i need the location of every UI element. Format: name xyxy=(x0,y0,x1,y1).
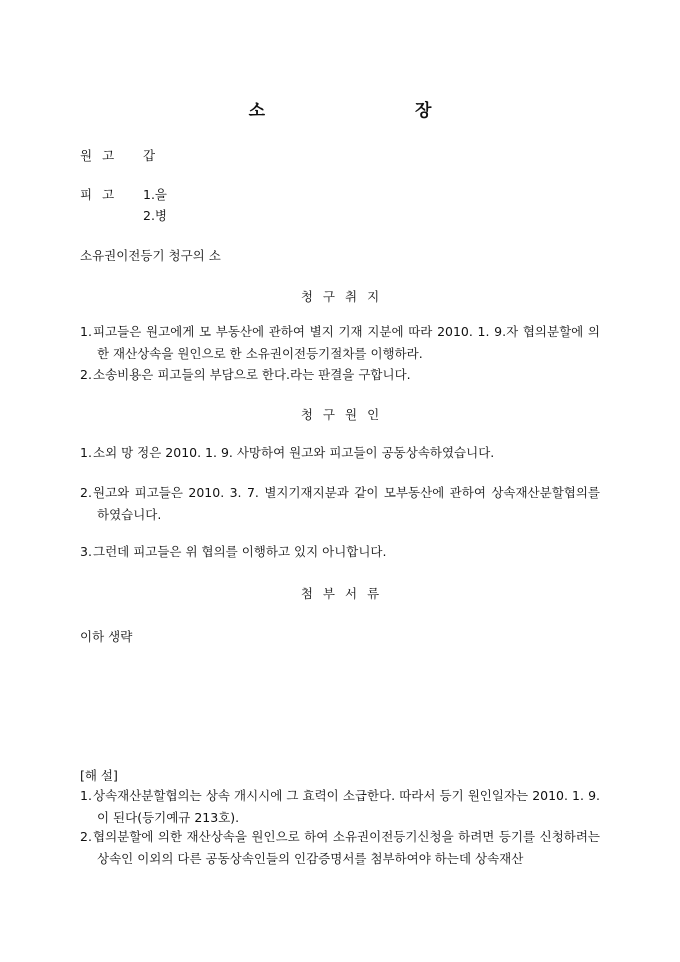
item-text: 소외 망 정은 2010. 1. 9. 사망하여 원고와 피고들이 공동상속하였습니다. xyxy=(93,445,495,460)
item-text: 협의분할에 의한 재산상속을 원인으로 하여 소유권이전등기신청을 하려면 등기를 신청하려는 상속인 이외의 다른 공동상속인들의 인감증명서를 첨부하여야 하는데 상속재산 xyxy=(93,829,600,866)
defendant-name-1: 1.을 xyxy=(143,187,168,202)
attachments-heading: 첨부서류 xyxy=(300,586,390,601)
item-text: 피고들은 원고에게 모 부동산에 관하여 별지 기재 지분에 따라 2010. 1. 9.자 협의분할에 의한 재산상속을 원인으로 한 소유권이전등기절차를 이행하라. xyxy=(93,324,600,361)
item-text: 그런데 피고들은 위 협의를 이행하고 있지 아니합니다. xyxy=(93,544,387,559)
item-number: 1. xyxy=(80,324,92,339)
commentary-heading: [해 설] xyxy=(80,768,118,783)
commentary-item xyxy=(80,785,600,829)
document-title: 소 장 xyxy=(248,101,504,121)
item-text: 상속재산분할협의는 상속 개시시에 그 효력이 소급한다. 따라서 등기 원인일자는 2010. 1. 9.이 된다(등기예규 213호). xyxy=(93,788,600,825)
case-name: 소유권이전등기 청구의 소 xyxy=(80,248,221,263)
defendant-label: 피고 xyxy=(80,187,125,202)
claim-cause-item xyxy=(80,442,600,464)
defendant-name-2: 2.병 xyxy=(143,208,168,223)
claim-purpose-heading: 청구취지 xyxy=(300,289,390,304)
plaintiff-name: 갑 xyxy=(143,148,156,163)
claim-cause-item xyxy=(80,482,600,526)
item-number: 1. xyxy=(80,788,92,803)
plaintiff-label: 원고 xyxy=(80,148,125,163)
claim-cause-item xyxy=(80,541,600,563)
item-text: 원고와 피고들은 2010. 3. 7. 별지기재지분과 같이 모부동산에 관하여 상속재산분할협의를 하였습니다. xyxy=(93,485,600,522)
item-number: 1. xyxy=(80,445,92,460)
claim-purpose-item xyxy=(80,364,600,386)
item-number: 2. xyxy=(80,367,92,382)
item-number: 2. xyxy=(80,829,92,844)
item-number: 3. xyxy=(80,544,92,559)
item-text: 소송비용은 피고들의 부담으로 한다.라는 판결을 구합니다. xyxy=(93,367,411,382)
claim-cause-heading: 청구원인 xyxy=(300,407,390,422)
commentary-item xyxy=(80,826,600,870)
claim-purpose-item xyxy=(80,321,600,365)
item-number: 2. xyxy=(80,485,92,500)
attachments-text: 이하 생략 xyxy=(80,629,133,644)
